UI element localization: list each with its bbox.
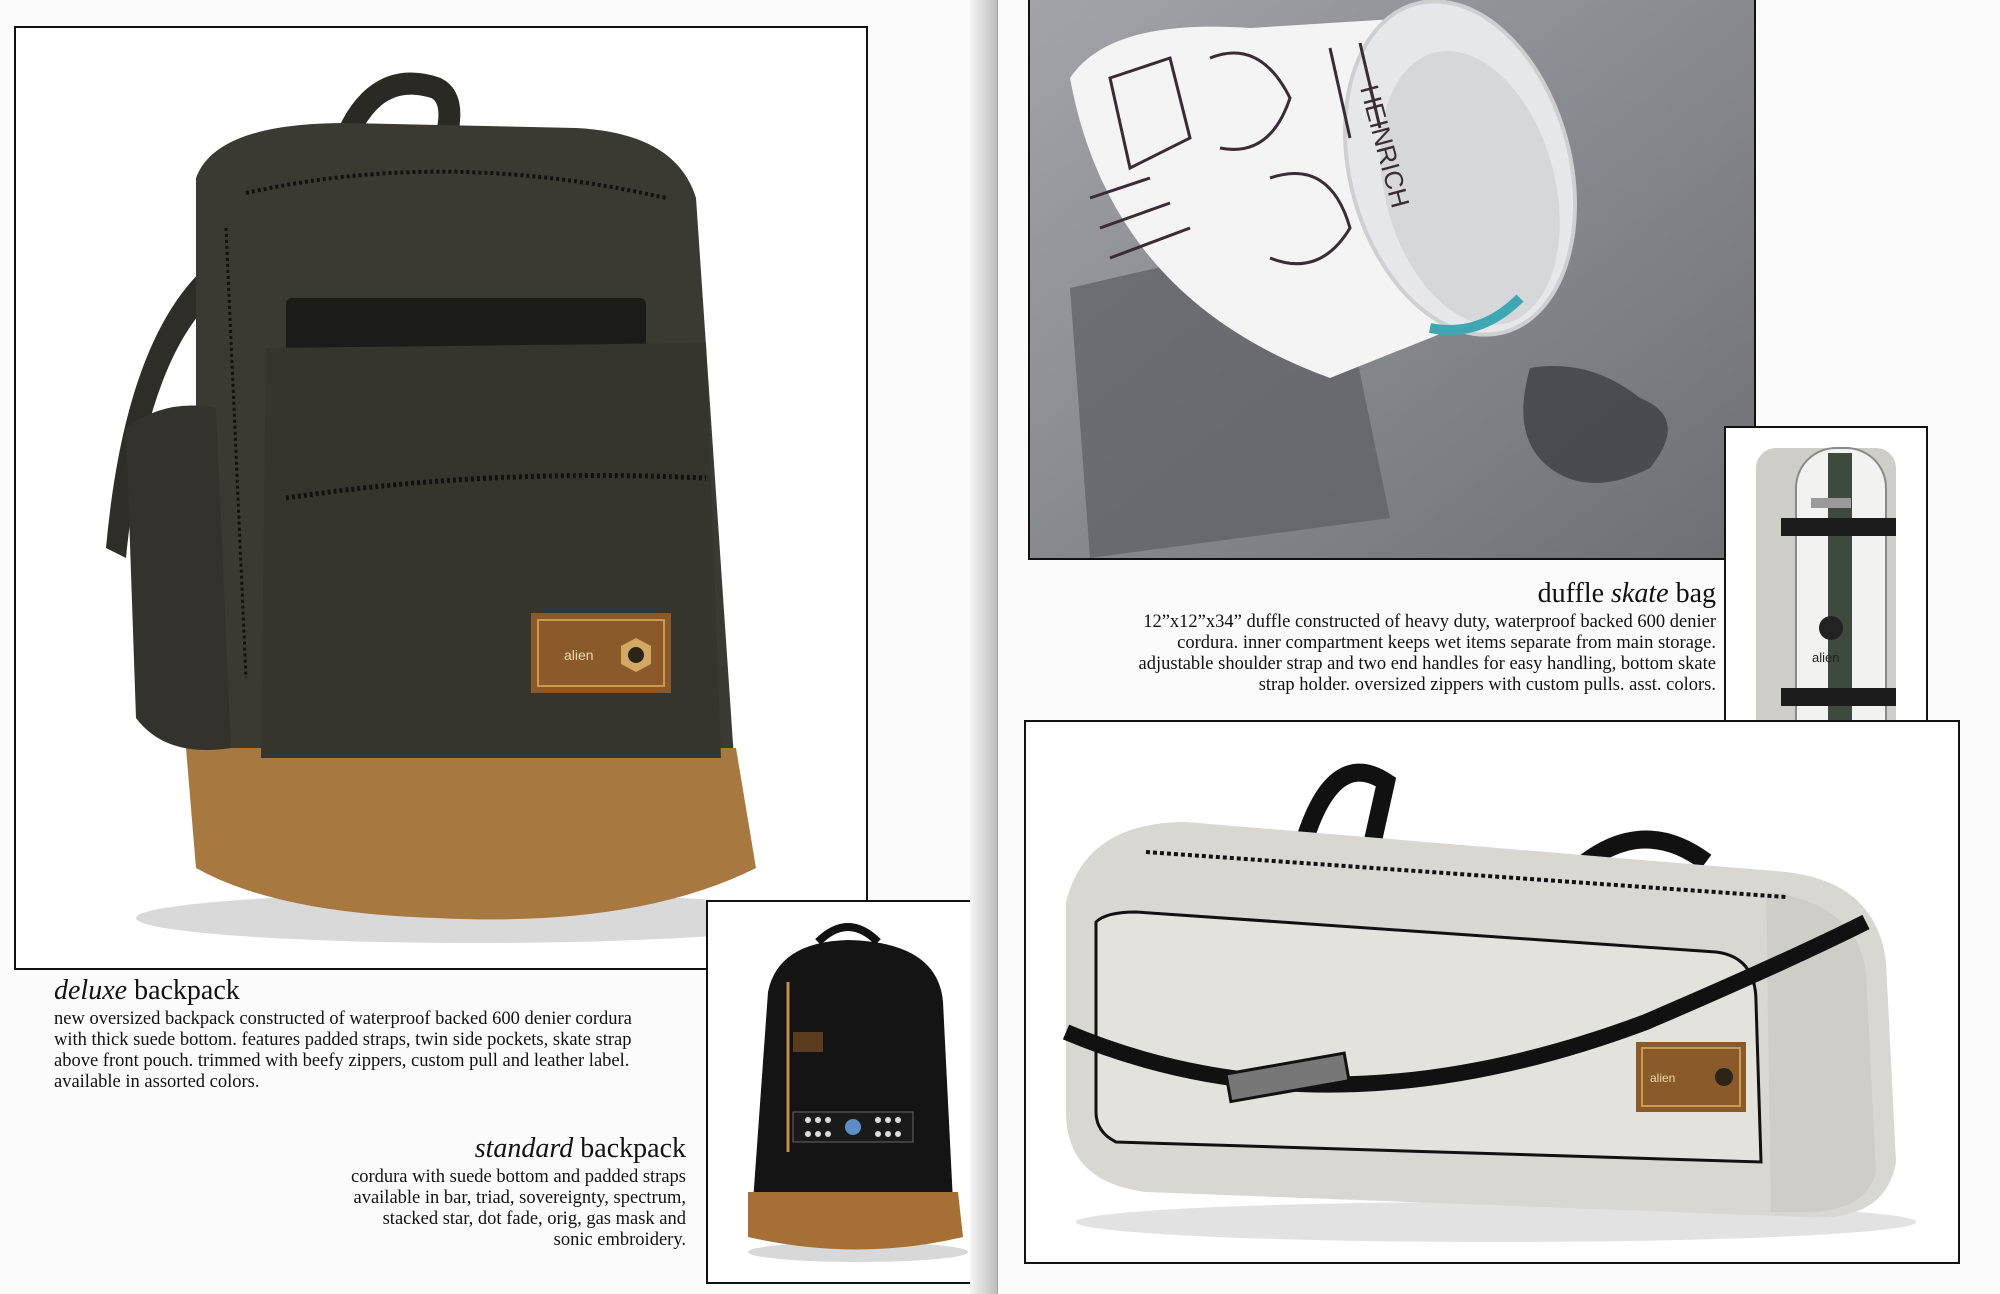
standard-title-emphasis: standard — [474, 1133, 574, 1164]
deluxe-desc-line: with thick suede bottom. features padded straps, twin side pockets, skate strap — [54, 1030, 632, 1050]
standard-desc-line: cordura with suede bottom and padded straps — [351, 1167, 686, 1187]
deluxe-title-emphasis: deluxe — [54, 975, 128, 1006]
duffle-title-emphasis: skate — [1611, 578, 1669, 609]
standard-backpack-photo — [708, 902, 990, 1282]
cup-photo — [1030, 0, 1754, 558]
duffle-title — [998, 578, 1716, 610]
duffle-title-pre: duffle — [1537, 578, 1612, 609]
duffle-title-rest: bag — [1668, 578, 1716, 609]
deluxe-desc-line: available in assorted colors. — [54, 1072, 260, 1092]
deluxe-backpack-photo-frame — [14, 26, 868, 970]
skateboard-brand-text: alien — [1812, 650, 1840, 665]
deluxe-backpack-photo — [16, 28, 866, 968]
duffle-desc-line: strap holder. oversized zippers with custom pulls. asst. colors. — [1258, 675, 1716, 695]
deluxe-desc-line: new oversized backpack constructed of waterproof backed 600 denier cordura — [54, 1009, 632, 1029]
standard-desc-line: available in bar, triad, sovereignty, spectrum, — [353, 1188, 686, 1208]
duffle-desc-line: cordura. inner compartment keeps wet items separate from main storage. — [1177, 633, 1716, 653]
duffle-caption — [998, 578, 1716, 696]
right-page — [998, 0, 2000, 1294]
deluxe-desc-line: above front pouch. trimmed with beefy zippers, custom pull and leather label. — [54, 1051, 630, 1071]
label-brand-text: alien — [564, 647, 594, 663]
cup-text: HEINRICH — [1354, 81, 1416, 211]
duffle-desc-line: 12”x12”x34” duffle constructed of heavy duty, waterproof backed 600 denier — [1143, 612, 1716, 632]
standard-title-rest: backpack — [573, 1133, 686, 1164]
duffle-label-brand-text: alien — [1650, 1071, 1676, 1085]
duffle-bag-photo — [1026, 722, 1958, 1262]
standard-caption — [330, 1133, 686, 1251]
standard-desc-line: stacked star, dot fade, orig, gas mask and — [382, 1209, 686, 1229]
standard-backpack-photo-frame — [706, 900, 990, 1284]
standard-title — [330, 1133, 686, 1165]
duffle-bag-photo-frame — [1024, 720, 1960, 1264]
duffle-desc-line: adjustable shoulder strap and two end handles for easy handling, bottom skate — [1138, 654, 1716, 674]
deluxe-title-rest: backpack — [127, 975, 240, 1006]
left-page — [0, 0, 990, 1294]
deluxe-title — [54, 975, 694, 1007]
cup-photo-frame — [1028, 0, 1756, 560]
standard-desc-line: sonic embroidery. — [553, 1230, 686, 1250]
deluxe-caption — [54, 975, 694, 1093]
